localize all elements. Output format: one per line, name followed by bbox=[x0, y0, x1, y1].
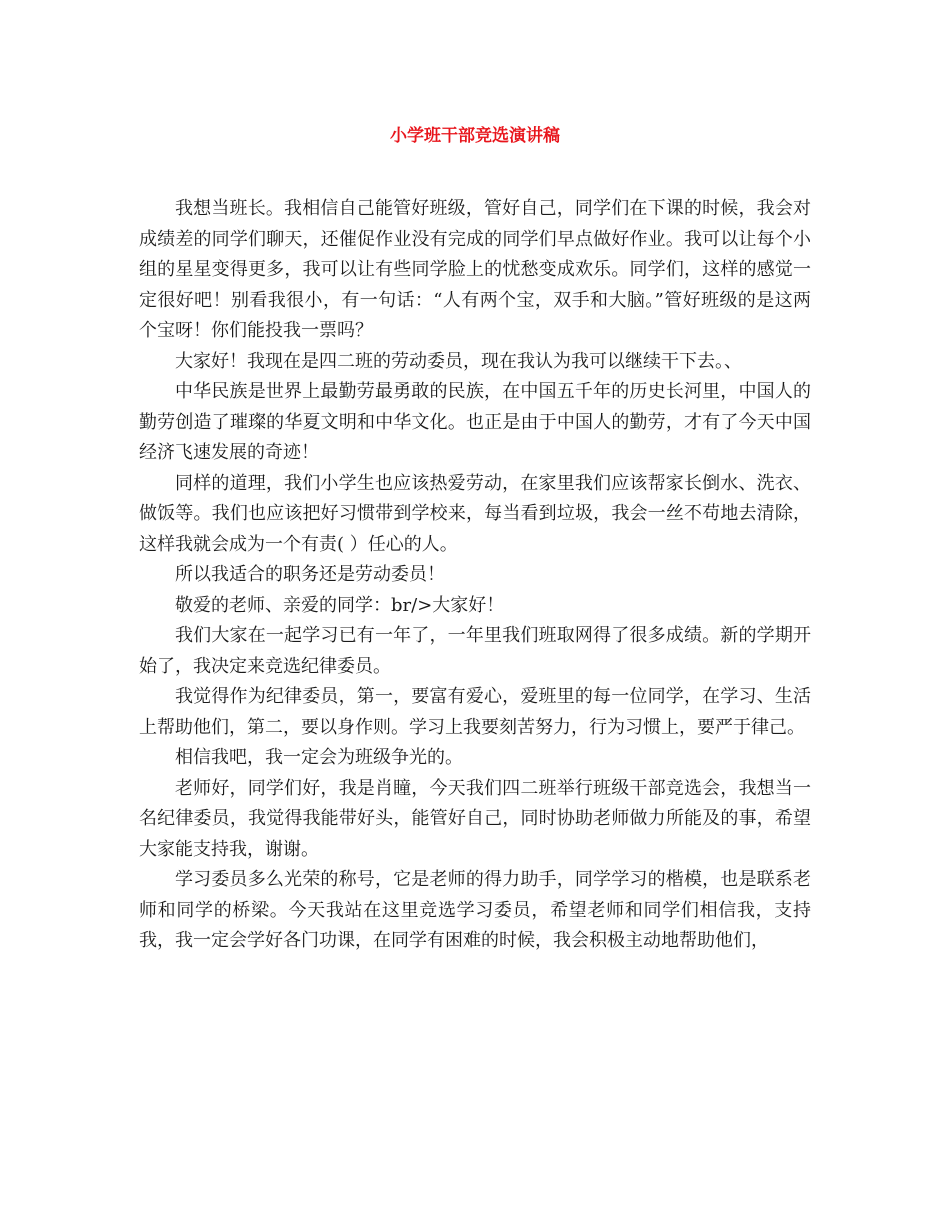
paragraph: 相信我吧，我一定会为班级争光的。 bbox=[175, 747, 463, 768]
paragraph: 我们大家在一起学习已有一年了，一年里我们班取网得了很多成绩。新的学期开始了，我决定来竞选纪律委员。 bbox=[139, 625, 811, 677]
paragraph: 大家好！我现在是四二班的劳动委员，现在我认为我可以继续干下去。、 bbox=[175, 350, 742, 372]
paragraph: 老师好，同学们好，我是肖瞳，今天我们四二班举行班级干部竞选会，我想当一名纪律委员，我觉得我能带好头，能管好自己，同时协助老师做力所能及的事，希望大家能支持我，谢谢。 bbox=[139, 777, 811, 860]
paragraph: 我觉得作为纪律委员，第一，要富有爱心，爱班里的每一位同学，在学习、生活上帮助他们，第二，要以身作则。学习上我要刻苦努力，行为习惯上，要严于律己。 bbox=[139, 686, 811, 738]
paragraph: 学习委员多么光荣的称号，它是老师的得力助手，同学学习的楷模，也是联系老师和同学的桥梁。今天我站在这里竞选学习委员，希望老师和同学们相信我，支持我，我一定会学好各门功课，在同学有困难的时候，我会积极主动地帮助他们， bbox=[139, 869, 811, 951]
document-body bbox=[139, 194, 811, 957]
paragraph: 同样的道理，我们小学生也应该热爱劳动，在家里我们应该帮家长倒水、洗衣、做饭等。我们也应该把好习惯带到学校来，每当看到垃圾，我会一丝不苟地去清除，这样我就会成为一个有责( ）任心的人。 bbox=[139, 472, 811, 555]
paragraph: 中华民族是世界上最勤劳最勇敢的民族，在中国五千年的历史长河里，中国人的勤劳创造了璀璨的华夏文明和中华文化。也正是由于中国人的勤劳，才有了今天中国经济飞速发展的奇迹！ bbox=[139, 381, 811, 463]
paragraph: 所以我适合的职务还是劳动委员！ bbox=[175, 564, 445, 585]
paragraph: 我想当班长。我相信自己能管好班级，管好自己，同学们在下课的时候，我会对成绩差的同学们聊天，还催促作业没有完成的同学们早点做好作业。我可以让每个小组的星星变得更多，我可以让有些同学脸上的忧愁变成欢乐。同学们，这样的感觉一定很好吧！别看我很小，有一句话：“人有两个宝，双手和大脑。”管好班级的是这两个宝呀！你们能投我一票吗？ bbox=[139, 198, 811, 341]
document-title: 小学班干部竞选演讲稿 bbox=[390, 126, 560, 146]
paragraph: 敬爱的老师、亲爱的同学：br/>大家好！ bbox=[175, 594, 505, 616]
